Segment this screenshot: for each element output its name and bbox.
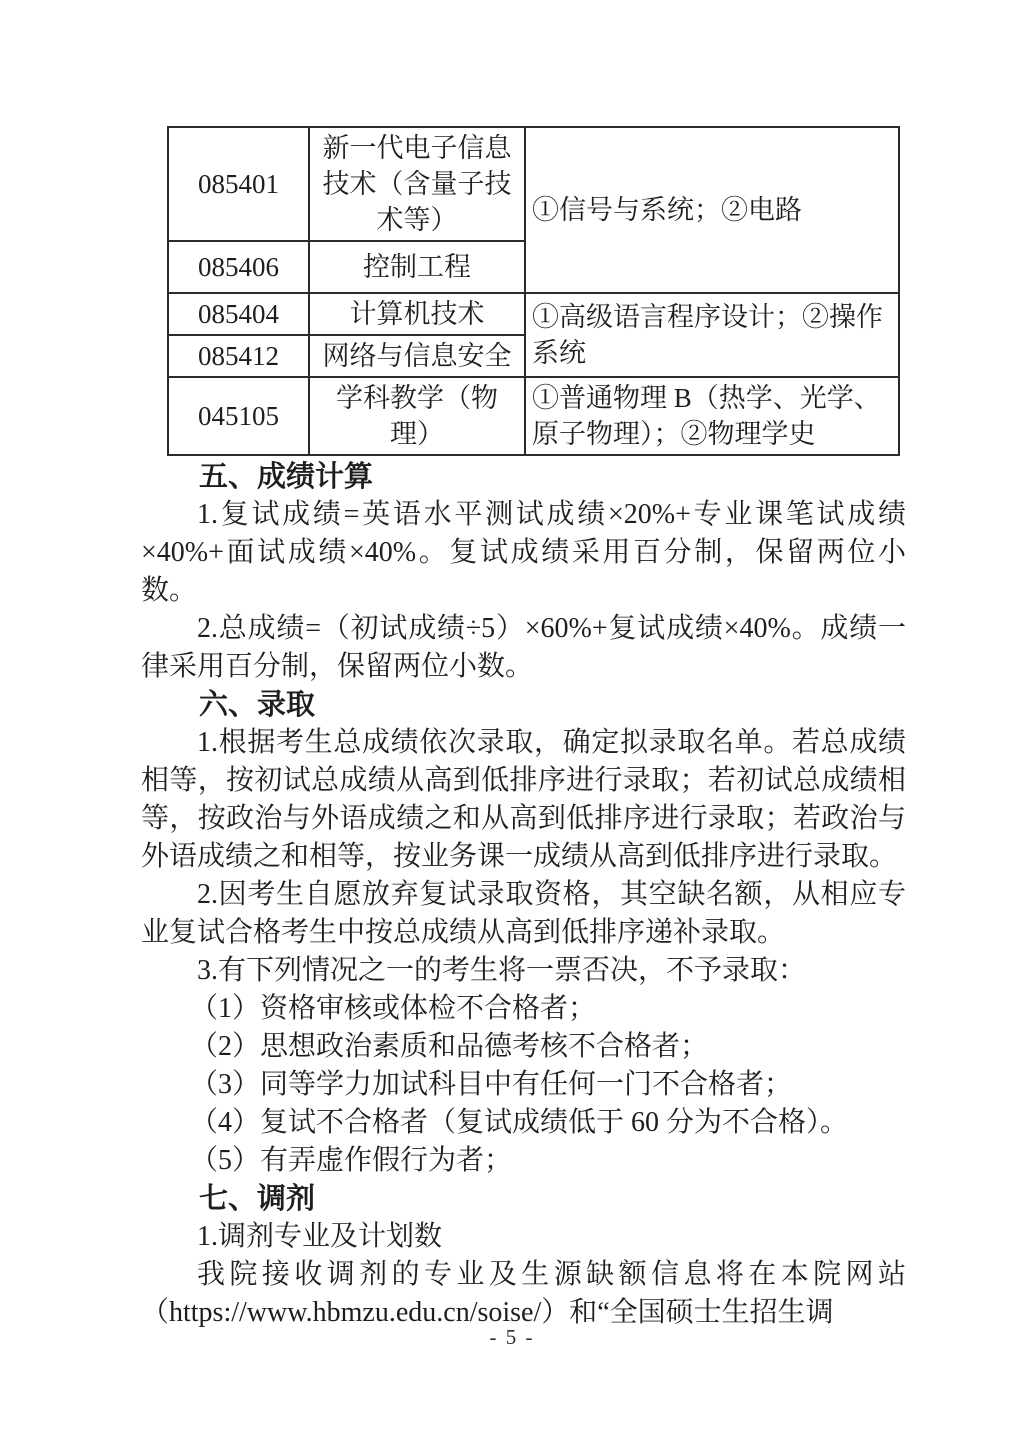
paragraph: 2.因考生自愿放弃复试录取资格，其空缺名额，从相应专业复试合格考生中按总成绩从高到低排序递补录取。 <box>141 879 906 948</box>
table-row <box>168 293 899 335</box>
paragraph: 1.根据考生总成绩依次录取，确定拟录取名单。若总成绩相等，按初试总成绩从高到低排序进行录取；若初试总成绩相等，按政治与外语成绩之和从高到低排序进行录取；若政治与外语成绩之和相等，按业务课一成绩从高到低排序进行录取。 <box>141 727 906 872</box>
list-item: （4）复试不合格者（复试成绩低于 60 分为不合格）。 <box>190 1107 849 1138</box>
section-heading-admission: 六、录取 <box>199 689 316 721</box>
major-code: 085404 <box>168 293 309 335</box>
list-item: （2）思想政治素质和品德考核不合格者； <box>190 1031 709 1062</box>
major-name: 新一代电子信息技术（含量子技术等） <box>309 127 525 241</box>
majors-table-wrap <box>167 126 900 456</box>
major-name: 控制工程 <box>309 241 525 293</box>
majors-table <box>167 126 900 456</box>
paragraph: 2.总成绩=（初试成绩÷5）×60%+复试成绩×40%。成绩一律采用百分制，保留两位小数。 <box>141 613 906 682</box>
major-code: 045105 <box>168 377 309 455</box>
major-code: 085412 <box>168 335 309 377</box>
section-heading-score-calculation: 五、成绩计算 <box>199 461 374 493</box>
paragraph: 我院接收调剂的专业及生源缺额信息将在本院网站（https://www.hbmzu.edu.cn/soise/）和“全国硕士生招生调 <box>141 1259 906 1328</box>
table-row <box>168 377 899 455</box>
major-name: 网络与信息安全 <box>309 335 525 377</box>
list-item: （1）资格审核或体检不合格者； <box>190 993 597 1024</box>
major-code: 085406 <box>168 241 309 293</box>
list-item: （5）有弄虚作假行为者； <box>190 1145 513 1176</box>
paragraph: 1.复试成绩=英语水平测试成绩×20%+专业课笔试成绩×40%+面试成绩×40%。复试成绩采用百分制，保留两位小数。 <box>141 499 906 606</box>
paragraph: 1.调剂专业及计划数 <box>197 1221 443 1252</box>
paragraph: 3.有下列情况之一的考生将一票否决，不予录取： <box>197 955 807 986</box>
exam-subjects: ①高级语言程序设计；②操作系统 <box>525 293 899 377</box>
exam-subjects: ①普通物理 B（热学、光学、原子物理）；②物理学史 <box>525 377 899 455</box>
exam-subjects: ①信号与系统；②电路 <box>525 127 899 293</box>
table-row <box>168 127 899 241</box>
list-item: （3）同等学力加试科目中有任何一门不合格者； <box>190 1069 793 1100</box>
major-name: 计算机技术 <box>309 293 525 335</box>
major-code: 085401 <box>168 127 309 241</box>
page-number: - 5 - <box>489 1325 535 1349</box>
major-name: 学科教学（物理） <box>309 377 525 455</box>
document-body <box>141 458 906 1332</box>
section-heading-adjustment: 七、调剂 <box>199 1183 316 1215</box>
